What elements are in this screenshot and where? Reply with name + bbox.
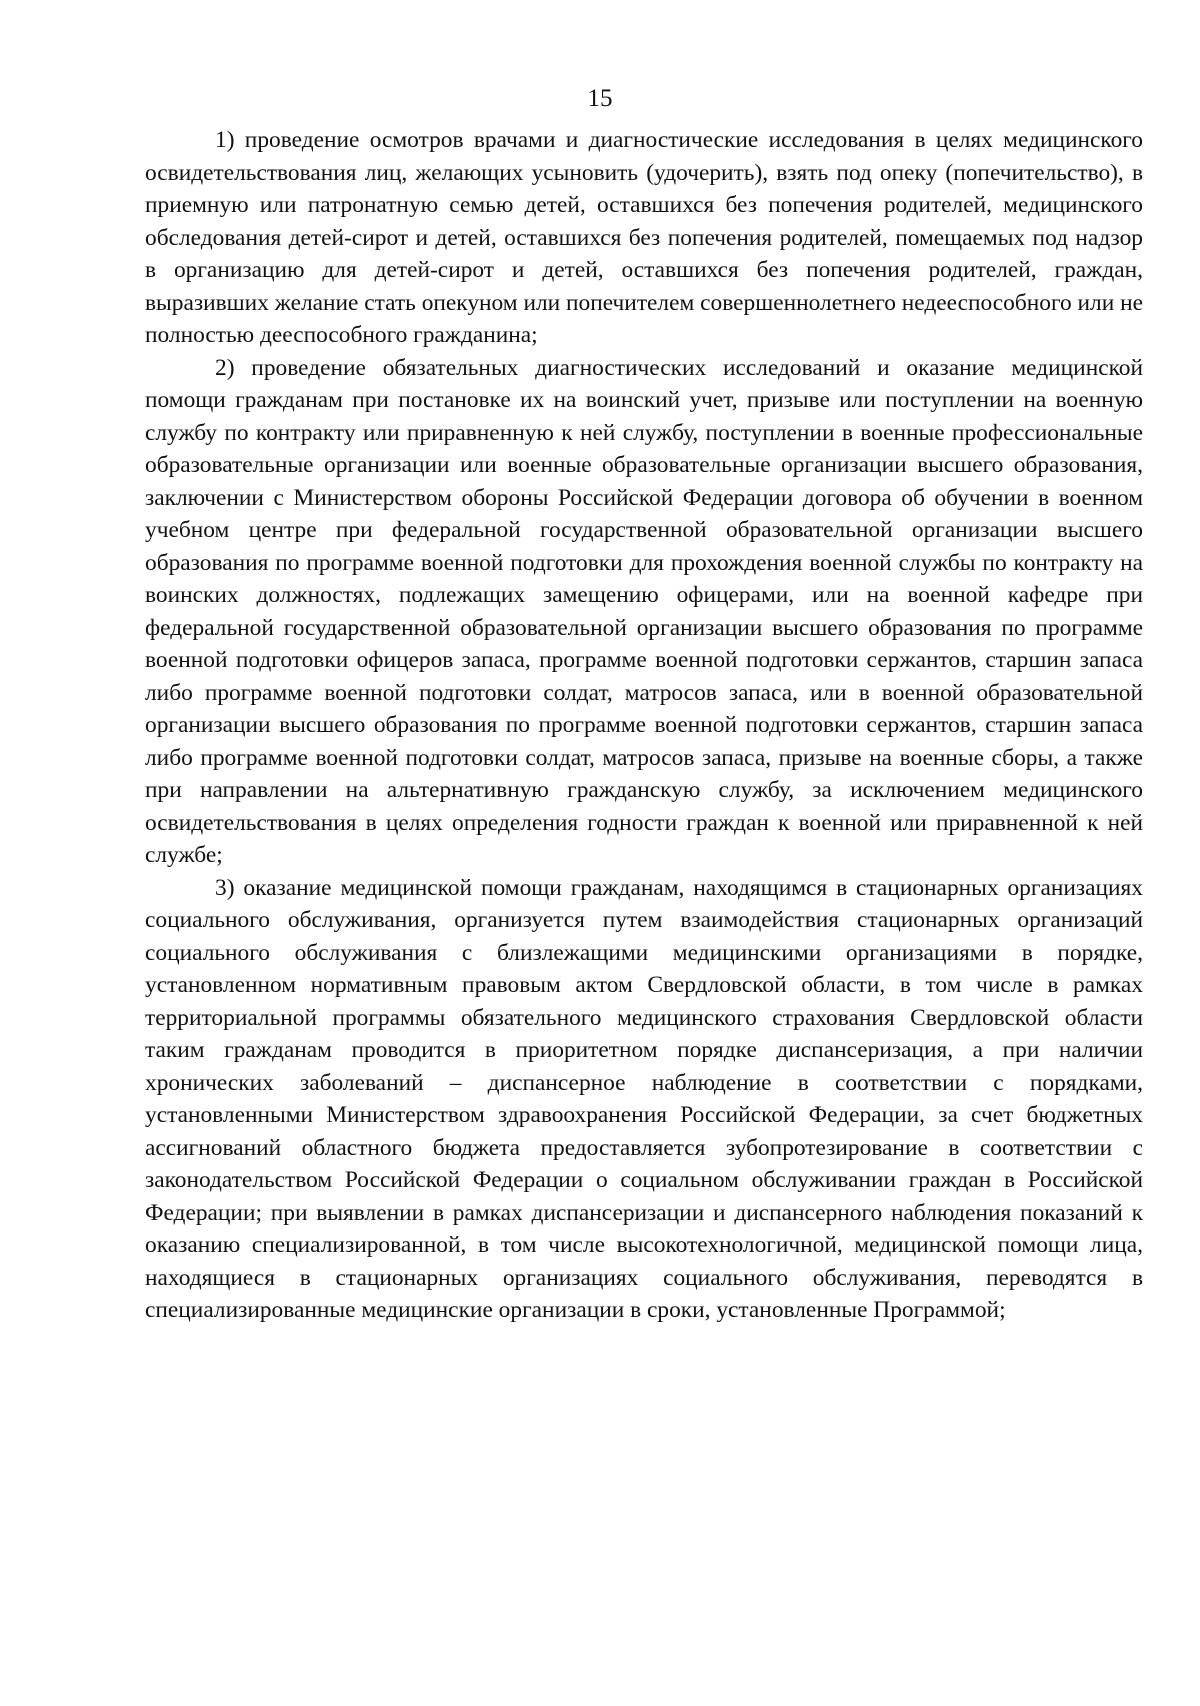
page-number: 15 [587, 85, 613, 112]
paragraph-item-3: 3) оказание медицинской помощи гражданам, находящимся в стационарных организациях социального обслуживания, организуется путем взаимодействия стационарных организаций социального обслуживания с близлежащими медицинскими организациями в порядке, установленном нормативным правовым актом Свердловской области, в том числе в рамках территориальной программы обязательного медицинского страхования Свердловской области таким гражданам проводится в приоритетном порядке диспансеризация, а при наличии хронических заболеваний – диспансерное наблюдение в соответствии с порядками, установленными Министерством здравоохранения Российской Федерации, за счет бюджетных ассигнований областного бюджета предоставляется зубопротезирование в соответствии с законодательством Российской Федерации о социальном обслуживании граждан в Российской Федерации; при выявлении в рамках диспансеризации и диспансерного наблюдения показаний к оказанию специализированной, в том числе высокотехнологичной, медицинской помощи лица, находящиеся в стационарных организациях социального обслуживания, переводятся в специализированные медицинские организации в сроки, установленные Программой; [145, 874, 1143, 1323]
paragraph-item-1: 1) проведение осмотров врачами и диагностические исследования в целях медицинского освидетельствования лиц, желающих усыновить (удочерить), взять под опеку (попечительство), в приемную или патронатную семью детей, оставшихся без попечения родителей, медицинского обследования детей-сирот и детей, оставшихся без попечения родителей, помещаемых под надзор в организацию для детей-сирот и детей, оставшихся без попечения родителей, граждан, выразивших желание стать опекуном или попечителем совершеннолетнего недееспособного или не полностью дееспособного гражданина; [145, 127, 1143, 348]
paragraph-item-2: 2) проведение обязательных диагностических исследований и оказание медицинской помощи гражданам при постановке их на воинский учет, призыве или поступлении на военную службу по контракту или приравненную к ней службу, поступлении в военные профессиональные образовательные организации или военные образовательные организации высшего образования, заключении с Министерством обороны Российской Федерации договора об обучении в военном учебном центре при федеральной государственной образовательной организации высшего образования по программе военной подготовки для прохождения военной службы по контракту на воинских должностях, подлежащих замещению офицерами, или на военной кафедре при федеральной государственной образовательной организации высшего образования по программе военной подготовки офицеров запаса, программе военной подготовки сержантов, старшин запаса либо программе военной подготовки солдат, матросов запаса, или в военной образовательной организации высшего образования по программе военной подготовки сержантов, старшин запаса либо программе военной подготовки солдат, матросов запаса, призыве на военные сборы, а также при направлении на альтернативную гражданскую службу, за исключением медицинского освидетельствования в целях определения годности граждан к военной или приравненной к ней службе; [145, 354, 1143, 868]
document-body [145, 124, 1143, 1327]
